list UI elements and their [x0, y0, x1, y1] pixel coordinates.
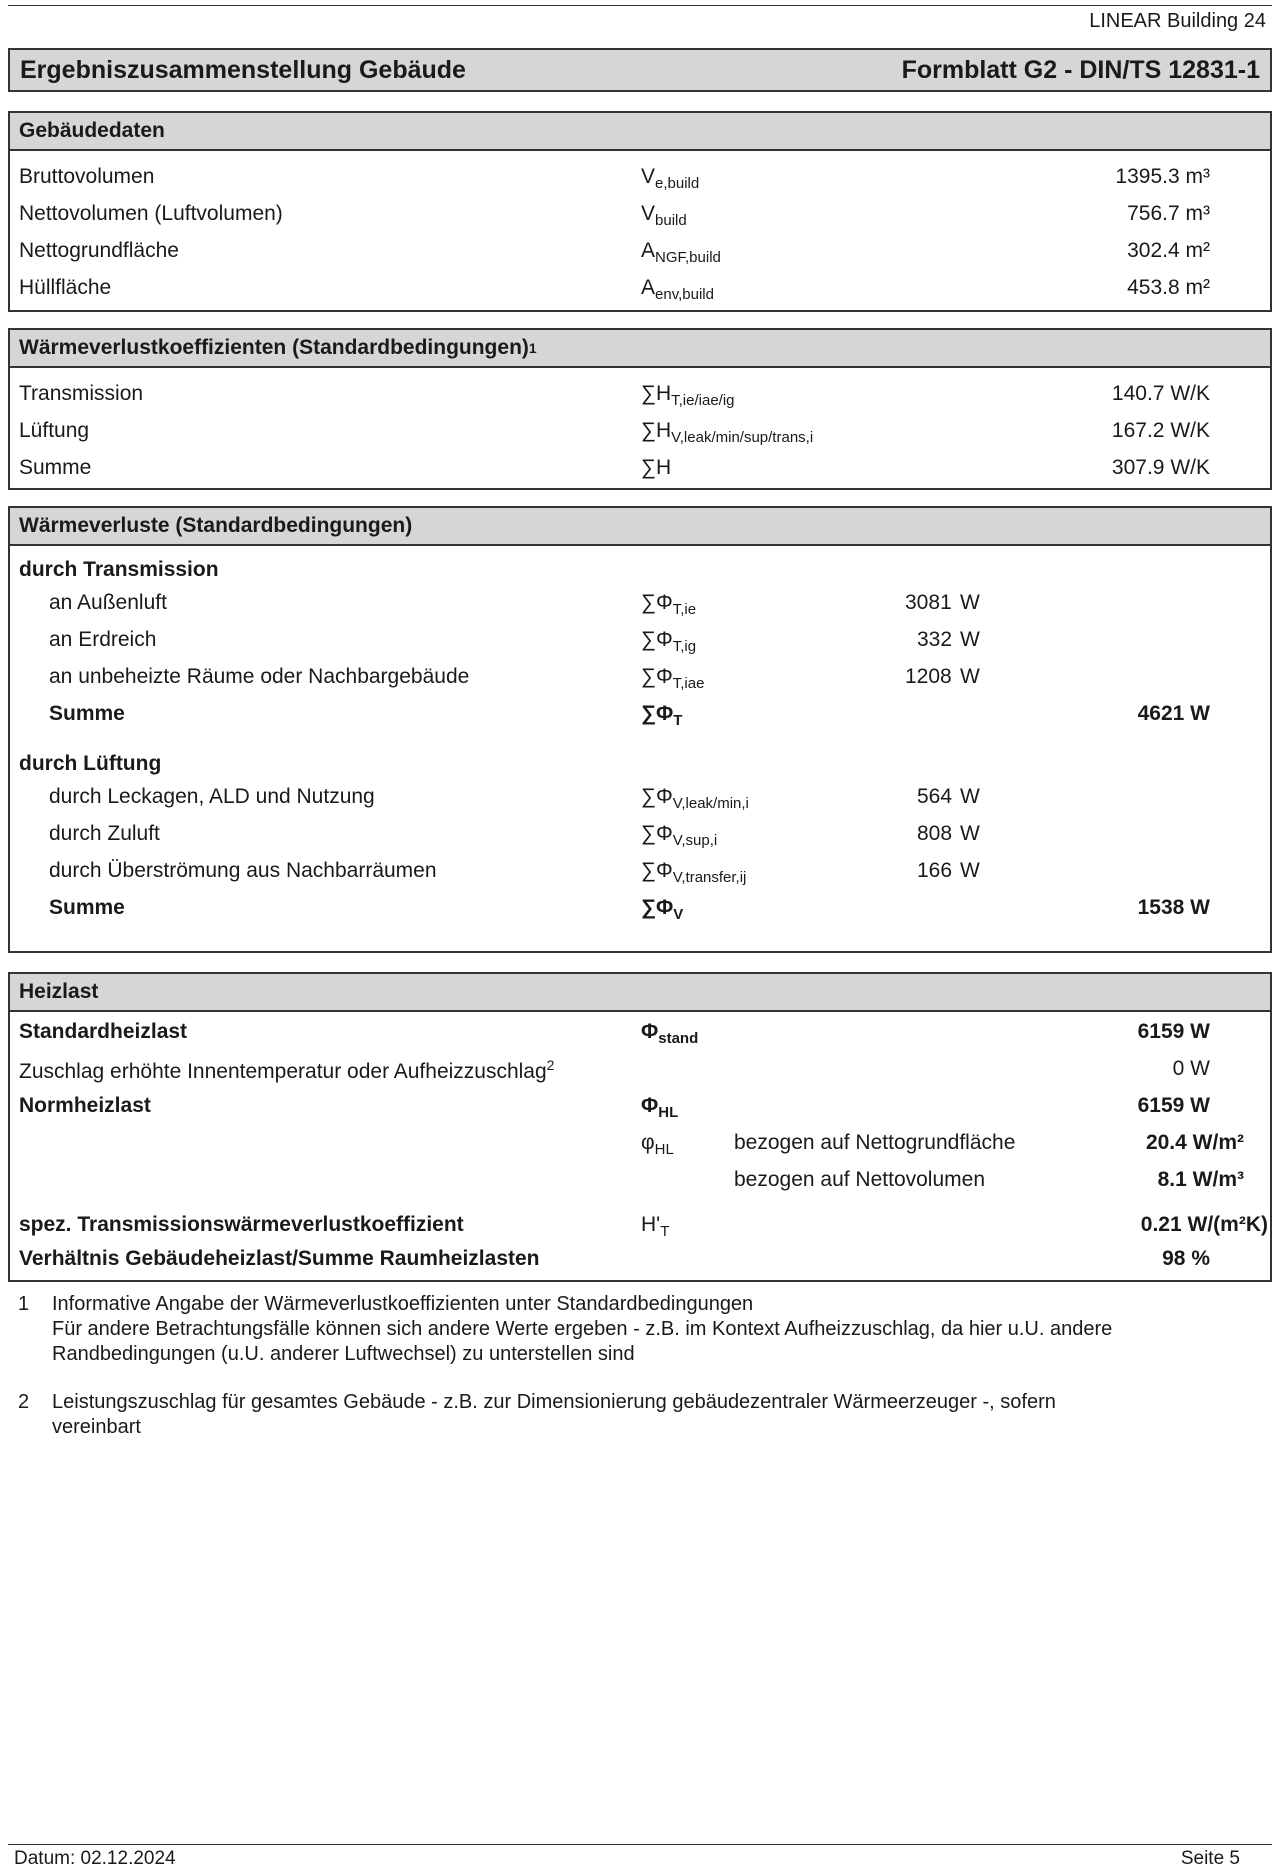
row-leckagen: durch Leckagen, ALD und Nutzung $\sum\Phi_{V,leak/min,i}$ 564 W — [49, 785, 980, 812]
row-verhaeltnis: Verhältnis Gebäudeheizlast/Summe Raumheizlasten 98 % — [19, 1247, 1210, 1270]
row-lueftung: Lüftung $\sum H_{V,leak/min/sup/trans,i}$ 167.2 W/K — [19, 419, 1210, 446]
footer-page: Seite 5 — [1180, 1848, 1240, 1869]
row-summe-transmission: Summe $\sum\Phi_T$ 4621 W — [49, 702, 1210, 729]
row-bruttovolumen: Bruttovolumen $V_{e,build}$ 1395.3 m³ — [19, 165, 1210, 192]
section-heizlast — [8, 972, 1272, 1282]
section-heading: Heizlast — [10, 974, 1270, 1012]
brand-label: LINEAR Building 24 — [1089, 10, 1266, 32]
page-title: Ergebniszusammenstellung Gebäude — [20, 55, 466, 84]
row-erdreich: an Erdreich $\sum\Phi_{T,ig}$ 332 W — [49, 628, 980, 655]
row-huellflaeche: Hüllfläche $A_{env,build}$ 453.8 m² — [19, 276, 1210, 303]
row-aussenluft: an Außenluft $\sum\Phi_{T,ie}$ 3081 W — [49, 591, 980, 618]
document-page — [8, 0, 1272, 1870]
row-spez-volumen: bezogen auf Nettovolumen 8.1 W/m³ — [734, 1168, 1244, 1191]
top-rule — [8, 5, 1272, 6]
row-normheizlast: Normheizlast $\Phi_{HL}$ 6159 W — [19, 1094, 1210, 1121]
row-summe-lueftung: Summe $\sum\Phi_V$ 1538 W — [49, 896, 1210, 923]
footnote-1: 1 Informative Angabe der Wärmeverlustkoeffizienten unter Standardbedingungen Für andere Betrachtungsfälle können sich andere Werte ergeben - z.B. im Kontext Aufheizzuschlag, da hier u.U. andere Randbedingungen (u.U. anderer Luftwechsel) zu unterstellen sind — [18, 1293, 1113, 1365]
bottom-rule — [8, 1844, 1272, 1845]
section-koeffizienten — [8, 328, 1272, 490]
row-nettovolumen: Nettovolumen (Luftvolumen) $V_{build}$ 756.7 m³ — [19, 202, 1210, 229]
footer-date: Datum: 02.12.2024 — [14, 1848, 176, 1869]
title-bar — [8, 48, 1272, 92]
section-verluste — [8, 506, 1272, 953]
row-ueberstroemung: durch Überströmung aus Nachbarräumen $\sum\Phi_{V,transfer,ij}$ 166 W — [49, 859, 980, 886]
row-summe: Summe ∑H 307.9 W/K — [19, 456, 1210, 479]
group-heading-transmission: durch Transmission — [19, 558, 219, 581]
form-id: Formblatt G2 - DIN/TS 12831-1 — [901, 55, 1260, 84]
row-spez-flaeche: $\varphi_{HL}$ bezogen auf Nettogrundfläche 20.4 W/m² — [641, 1131, 1244, 1158]
row-unbeheizt: an unbeheizte Räume oder Nachbargebäude $\sum\Phi_{T,iae}$ 1208 W — [49, 665, 980, 692]
row-zuluft: durch Zuluft $\sum\Phi_{V,sup,i}$ 808 W — [49, 822, 980, 849]
row-trans-coef: spez. Transmissionswärmeverlustkoeffizient $H'_T$ 0.21 W/(m²K) — [19, 1213, 1268, 1240]
row-transmission: Transmission $\sum H_{T,ie/iae/ig}$ 140.7 W/K — [19, 382, 1210, 409]
section-heading: Wärmeverluste (Standardbedingungen) — [10, 508, 1270, 546]
footnote-2: 2 Leistungszuschlag für gesamtes Gebäude - z.B. zur Dimensionierung gebäudezentraler Wärmeerzeuger -, sofern vereinbart — [18, 1391, 1056, 1438]
group-heading-lueftung: durch Lüftung — [19, 752, 162, 775]
section-gebaeudedaten — [8, 111, 1272, 312]
section-heading: Gebäudedaten — [10, 113, 1270, 151]
row-nettogrundflaeche: Nettogrundfläche $A_{NGF,build}$ 302.4 m² — [19, 239, 1210, 266]
row-zuschlag: Zuschlag erhöhte Innentemperatur oder Aufheizzuschlag$^2$ 0 W — [19, 1057, 1210, 1083]
row-standardheizlast: Standardheizlast $\Phi_{stand}$ 6159 W — [19, 1020, 1210, 1047]
section-heading: Wärmeverlustkoeffizienten (Standardbedingungen) 1 — [10, 330, 1270, 368]
